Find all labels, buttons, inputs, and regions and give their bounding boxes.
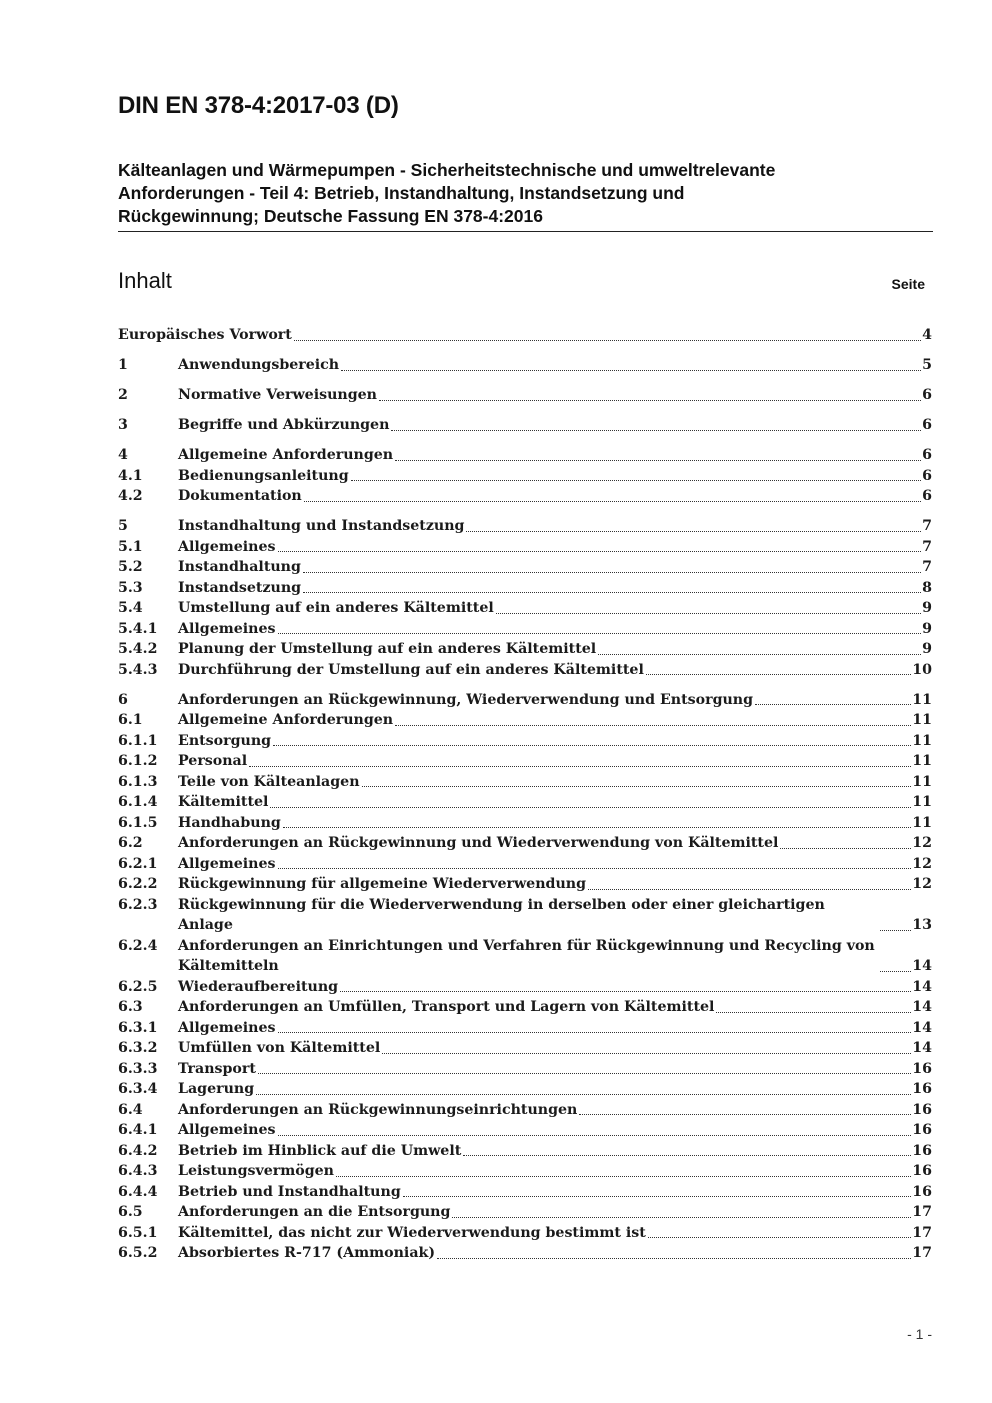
toc-entry-title: Allgemeines (178, 1019, 276, 1036)
toc-entry-number: 5.4.3 (118, 661, 158, 678)
toc-entry-number: 6 (118, 691, 128, 708)
toc-entry-page: 14 (912, 1040, 932, 1056)
toc-entry-page: 11 (912, 691, 932, 708)
toc-entry-body (178, 537, 932, 558)
toc-leader-dots (303, 592, 921, 593)
toc-entry[interactable] (118, 598, 932, 619)
toc-entry-number: 6.4.4 (118, 1183, 158, 1200)
toc-entry-body (178, 977, 932, 998)
toc-entry[interactable] (118, 833, 932, 854)
toc-entry-number: 6.4.2 (118, 1142, 158, 1159)
toc-entry-number: 4.1 (118, 467, 143, 484)
toc-entry-body (178, 813, 932, 834)
toc-entry[interactable] (118, 385, 932, 406)
toc-entry[interactable] (118, 1059, 932, 1080)
toc-leader-dots (579, 1114, 911, 1115)
toc-entry-number: 2 (118, 387, 128, 403)
toc-entry-body (178, 1100, 932, 1121)
toc-entry-page: 17 (912, 1245, 932, 1261)
toc-entry-page: 6 (922, 488, 932, 504)
toc-entry[interactable] (118, 792, 932, 813)
toc-entry-body (178, 792, 932, 813)
toc-entry-page: 9 (922, 641, 932, 657)
toc-heading: Inhalt (118, 268, 172, 293)
toc-entry-number: 6.2.2 (118, 876, 158, 892)
toc-leader-dots (341, 370, 921, 371)
toc-leader-dots (403, 1196, 912, 1197)
toc-entry[interactable] (118, 1120, 932, 1141)
toc-leader-dots (391, 430, 921, 431)
toc-entry-body (178, 1223, 932, 1244)
toc-entry-page: 7 (922, 559, 932, 575)
toc-entry-body (178, 598, 932, 619)
toc-entry-number: 6.4.1 (118, 1122, 158, 1138)
toc-entry-page: 6 (922, 387, 932, 403)
toc-entry-number: 6.2 (118, 835, 143, 851)
toc-leader-dots (452, 1217, 911, 1218)
toc-leader-dots (258, 1073, 911, 1074)
toc-entry-body (178, 1141, 932, 1162)
toc-entry-page: 7 (922, 518, 932, 534)
toc-entry-body (178, 731, 932, 752)
toc-leader-dots (648, 1237, 911, 1238)
toc-entry[interactable] (118, 619, 932, 640)
toc-entry[interactable] (118, 415, 932, 436)
toc-entry-number: 5.4 (118, 600, 143, 616)
toc-entry-page: 7 (922, 538, 932, 555)
toc-entry-number: 5.3 (118, 579, 143, 596)
toc-entry-title: Allgemeine Anforderungen (178, 447, 394, 463)
toc-entry-number: 5.4.1 (118, 620, 158, 637)
toc-entry[interactable] (118, 751, 932, 772)
toc-entry-body (178, 639, 932, 660)
toc-entry[interactable] (118, 445, 932, 466)
page-column-label: Seite (891, 276, 925, 292)
toc-leader-dots (278, 868, 912, 869)
toc-entry[interactable] (118, 537, 932, 558)
toc-entry-title: Umfüllen von Kältemittel (178, 1040, 381, 1056)
toc-entry[interactable] (118, 660, 932, 681)
toc-entry[interactable] (118, 874, 932, 895)
page-number: - 1 - (907, 1326, 932, 1342)
toc-entry-page: 16 (912, 1081, 932, 1097)
toc-entry[interactable] (118, 1018, 932, 1039)
toc-entry-body (178, 997, 932, 1018)
toc-entry-page: 16 (912, 1101, 932, 1118)
toc-entry-page: 4 (922, 327, 932, 343)
toc-leader-dots (646, 674, 911, 675)
toc-entry-title: Teile von Kälteanlagen (178, 773, 360, 790)
toc-entry-number: 1 (118, 357, 128, 373)
toc-entry[interactable] (118, 813, 932, 834)
toc-entry-number: 6.1.1 (118, 732, 158, 749)
toc-entry-title: Kältemittel, das nicht zur Wiederverwendung bestimmt ist (178, 1224, 646, 1241)
toc-leader-dots (496, 613, 921, 614)
toc-entry-title: Rückgewinnung für allgemeine Wiederverwendung (178, 876, 586, 892)
toc-leader-dots (379, 400, 921, 401)
toc-entry-page: 13 (912, 917, 932, 933)
toc-entry-body (178, 1243, 932, 1264)
subtitle-line: Anforderungen - Teil 4: Betrieb, Instandhaltung, Instandsetzung und (118, 183, 685, 203)
toc-leader-dots (283, 827, 911, 828)
toc-entry-title: Allgemeines (178, 620, 276, 637)
document-title: DIN EN 378-4:2017-03 (D) (118, 92, 399, 119)
toc-entry-title: Transport (178, 1060, 256, 1077)
toc-entry[interactable] (118, 1202, 932, 1223)
toc-entry-page: 11 (912, 732, 932, 749)
toc-entry-number: 6.1.2 (118, 753, 158, 769)
toc-entry[interactable] (118, 731, 932, 752)
toc-entry[interactable] (118, 1141, 932, 1162)
toc-leader-dots (395, 725, 911, 726)
toc-entry-page: 16 (912, 1163, 932, 1179)
toc-entry-title: Personal (178, 753, 248, 769)
toc-leader-dots (382, 1053, 911, 1054)
toc-entry-page: 11 (912, 814, 932, 831)
toc-entry[interactable] (118, 997, 932, 1018)
toc-entry-title: Allgemeine Anforderungen (178, 712, 394, 728)
toc-entry-title: Absorbiertes R-717 (Ammoniak) (178, 1245, 436, 1261)
toc-entry[interactable] (118, 1079, 932, 1100)
toc-entry-page: 14 (912, 1019, 932, 1036)
toc-entry[interactable] (118, 355, 932, 376)
toc-entry[interactable] (118, 977, 932, 998)
subtitle-line: Kälteanlagen und Wärmepumpen - Sicherheitstechnische und umweltrelevante (118, 160, 776, 180)
toc-entry-body (178, 1079, 932, 1100)
toc-leader-dots (463, 1155, 911, 1156)
toc-entry-title: Allgemeines (178, 855, 276, 872)
toc-entry-page: 6 (922, 417, 932, 433)
toc-entry-page: 17 (912, 1224, 932, 1241)
toc-entry-title: Betrieb im Hinblick auf die Umwelt (178, 1142, 462, 1159)
toc-entry-body (178, 1018, 932, 1039)
toc-entry[interactable] (118, 690, 932, 711)
subtitle-line: Rückgewinnung; Deutsche Fassung EN 378-4:2016 (118, 206, 543, 226)
toc-entry-body (178, 516, 932, 537)
document-subtitle (118, 159, 933, 232)
toc-entry-number: 6.1 (118, 712, 143, 728)
toc-entry-body (178, 751, 932, 772)
toc-entry-title: Anforderungen an Einrichtungen und Verfahren für Rückgewinnung und Recycling von Kältemitteln (178, 937, 875, 974)
toc-entry-body (178, 854, 932, 875)
toc-leader-dots (303, 572, 921, 573)
toc-entry-title: Europäisches Vorwort (118, 327, 292, 343)
toc-entry-body (178, 445, 932, 466)
toc-entry-title: Instandhaltung (178, 559, 301, 575)
toc-entry[interactable] (118, 936, 932, 977)
toc-entry[interactable] (118, 516, 932, 537)
toc-entry-number: 5 (118, 518, 128, 534)
toc-entry[interactable] (118, 325, 932, 346)
toc-entry-body (178, 1161, 932, 1182)
toc-entry-title: Anforderungen an Rückgewinnungseinrichtungen (178, 1101, 578, 1118)
toc-entry-page: 16 (912, 1142, 932, 1159)
toc-entry-page: 10 (912, 661, 932, 678)
toc-entry-page: 9 (922, 620, 932, 637)
toc-entry-title: Bedienungsanleitung (178, 467, 349, 484)
toc-entry-body (178, 1120, 932, 1141)
toc-leader-dots (755, 704, 911, 705)
toc-entry[interactable] (118, 1223, 932, 1244)
toc-entry[interactable] (118, 1243, 932, 1264)
toc-entry-body (178, 619, 932, 640)
toc-leader-dots (249, 766, 911, 767)
toc-leader-dots (437, 1258, 911, 1259)
toc-entry-title: Begriffe und Abkürzungen (178, 417, 390, 433)
toc-entry-number: 6.3.3 (118, 1060, 158, 1077)
toc-entry-body (118, 325, 932, 346)
toc-entry-page: 12 (912, 876, 932, 892)
toc-entry-body (178, 936, 932, 977)
toc-entry-body (178, 486, 932, 507)
toc-leader-dots (256, 1094, 911, 1095)
toc-entry-number: 6.1.3 (118, 773, 158, 790)
toc-entry-number: 6.2.3 (118, 896, 158, 913)
toc-entry[interactable] (118, 710, 932, 731)
toc-entry[interactable] (118, 466, 932, 487)
toc-leader-dots (278, 551, 922, 552)
toc-entry-number: 5.2 (118, 559, 143, 575)
toc-entry-page: 6 (922, 447, 932, 463)
toc-entry-page: 11 (912, 753, 932, 769)
toc-entry-title: Anwendungsbereich (178, 357, 340, 373)
toc-entry-title: Betrieb und Instandhaltung (178, 1183, 401, 1200)
toc-entry[interactable] (118, 1161, 932, 1182)
toc-entry-number: 6.5.1 (118, 1224, 158, 1241)
toc-entry-body (178, 355, 932, 376)
toc-leader-dots (294, 340, 921, 341)
toc-leader-dots (395, 460, 921, 461)
toc-entry-number: 6.5 (118, 1204, 143, 1220)
toc-leader-dots (351, 480, 922, 481)
toc-entry-page: 8 (922, 579, 932, 596)
toc-entry-title: Lagerung (178, 1081, 255, 1097)
toc-entry-body (178, 772, 932, 793)
toc-leader-dots (273, 745, 911, 746)
toc-leader-dots (466, 531, 921, 532)
toc-leader-dots (598, 654, 921, 655)
toc-entry-body (178, 1059, 932, 1080)
toc-entry-number: 6.3.4 (118, 1081, 158, 1097)
toc-leader-dots (362, 786, 912, 787)
toc-leader-dots (780, 848, 911, 849)
toc-entry[interactable] (118, 1182, 932, 1203)
toc-entry-number: 6.2.5 (118, 978, 158, 995)
toc-entry-title: Anforderungen an Umfüllen, Transport und Lagern von Kältemittel (178, 999, 715, 1015)
toc-entry-number: 6.1.5 (118, 814, 158, 831)
toc-leader-dots (880, 971, 911, 972)
toc-entry-body (178, 466, 932, 487)
toc-entry-number: 4.2 (118, 488, 143, 504)
toc-entry[interactable] (118, 557, 932, 578)
toc-entry-title: Allgemeines (178, 538, 276, 555)
toc-entry-body (178, 557, 932, 578)
toc-entry-page: 11 (912, 773, 932, 790)
toc-entry[interactable] (118, 1038, 932, 1059)
toc-entry-page: 16 (912, 1060, 932, 1077)
toc-leader-dots (716, 1012, 911, 1013)
toc-entry-number: 4 (118, 447, 128, 463)
toc-entry-number: 6.3 (118, 999, 143, 1015)
toc-entry[interactable] (118, 772, 932, 793)
toc-entry-body (178, 385, 932, 406)
toc-entry[interactable] (118, 486, 932, 507)
toc-entry-page: 17 (912, 1204, 932, 1220)
toc-entry-title: Umstellung auf ein anderes Kältemittel (178, 600, 494, 616)
toc-entry-page: 11 (912, 794, 932, 810)
toc-entry-page: 6 (922, 467, 932, 484)
toc-entry-number: 6.3.1 (118, 1019, 158, 1036)
toc-entry-number: 6.2.4 (118, 937, 158, 954)
toc-entry-title: Handhabung (178, 814, 281, 831)
toc-entry-number: 6.4.3 (118, 1163, 158, 1179)
toc-entry-title: Allgemeines (178, 1122, 276, 1138)
toc-entry-title: Anforderungen an Rückgewinnung und Wiederverwendung von Kältemittel (178, 835, 779, 851)
toc-entry-number: 5.4.2 (118, 641, 158, 657)
toc-entry-page: 14 (912, 999, 932, 1015)
toc-entry-page: 11 (912, 712, 932, 728)
toc-entry-title: Instandsetzung (178, 579, 302, 596)
toc-entry-title: Durchführung der Umstellung auf ein anderes Kältemittel (178, 661, 644, 678)
toc-entry-page: 16 (912, 1122, 932, 1138)
toc-entry-body (178, 710, 932, 731)
toc-entry-page: 12 (912, 855, 932, 872)
toc-leader-dots (880, 930, 911, 931)
toc-leader-dots (588, 889, 911, 890)
toc-entry-title: Anforderungen an die Entsorgung (178, 1204, 451, 1220)
toc-entry[interactable] (118, 854, 932, 875)
toc-entry-body (178, 660, 932, 681)
toc-entry-number: 6.4 (118, 1101, 143, 1118)
toc-entry[interactable] (118, 895, 932, 936)
toc-entry-number: 6.1.4 (118, 794, 158, 810)
toc-entry-title: Leistungsvermögen (178, 1163, 334, 1179)
toc-entry-title: Instandhaltung und Instandsetzung (178, 518, 465, 534)
toc-entry-page: 5 (922, 357, 932, 373)
toc-entry-title: Rückgewinnung für die Wiederverwendung in derselben oder einer gleichartigen Anlage (178, 896, 825, 933)
toc-entry-body (178, 833, 932, 854)
toc-entry-title: Anforderungen an Rückgewinnung, Wiederverwendung und Entsorgung (178, 691, 754, 708)
toc-entry-body (178, 415, 932, 436)
toc-entry-page: 14 (912, 978, 932, 995)
toc-entry-title: Kältemittel (178, 794, 269, 810)
toc-entry-page: 14 (912, 958, 932, 974)
toc-entry-page: 16 (912, 1183, 932, 1200)
toc-entry-body (178, 690, 932, 711)
toc-entry-page: 9 (922, 600, 932, 616)
toc-entry-body (178, 874, 932, 895)
toc-leader-dots (304, 501, 921, 502)
toc-entry-body (178, 578, 932, 599)
toc-entry-number: 5.1 (118, 538, 143, 555)
toc-leader-dots (278, 633, 922, 634)
toc-entry-number: 6.5.2 (118, 1245, 158, 1261)
toc-leader-dots (278, 1032, 912, 1033)
table-of-contents (118, 325, 932, 1264)
toc-leader-dots (340, 991, 911, 992)
toc-entry-title: Planung der Umstellung auf ein anderes Kältemittel (178, 641, 597, 657)
toc-entry-body (178, 895, 932, 936)
toc-leader-dots (278, 1135, 912, 1136)
toc-entry-body (178, 1182, 932, 1203)
toc-entry-number: 6.2.1 (118, 855, 158, 872)
toc-entry-number: 3 (118, 417, 128, 433)
toc-entry-body (178, 1038, 932, 1059)
toc-entry-title: Normative Verweisungen (178, 387, 377, 403)
toc-entry-title: Entsorgung (178, 732, 272, 749)
toc-entry[interactable] (118, 639, 932, 660)
toc-entry-number: 6.3.2 (118, 1040, 158, 1056)
toc-entry-page: 12 (912, 835, 932, 851)
toc-entry-body (178, 1202, 932, 1223)
toc-leader-dots (336, 1176, 911, 1177)
toc-entry-title: Dokumentation (178, 488, 302, 504)
toc-leader-dots (270, 807, 911, 808)
toc-entry[interactable] (118, 1100, 932, 1121)
toc-entry[interactable] (118, 578, 932, 599)
toc-entry-title: Wiederaufbereitung (178, 978, 339, 995)
